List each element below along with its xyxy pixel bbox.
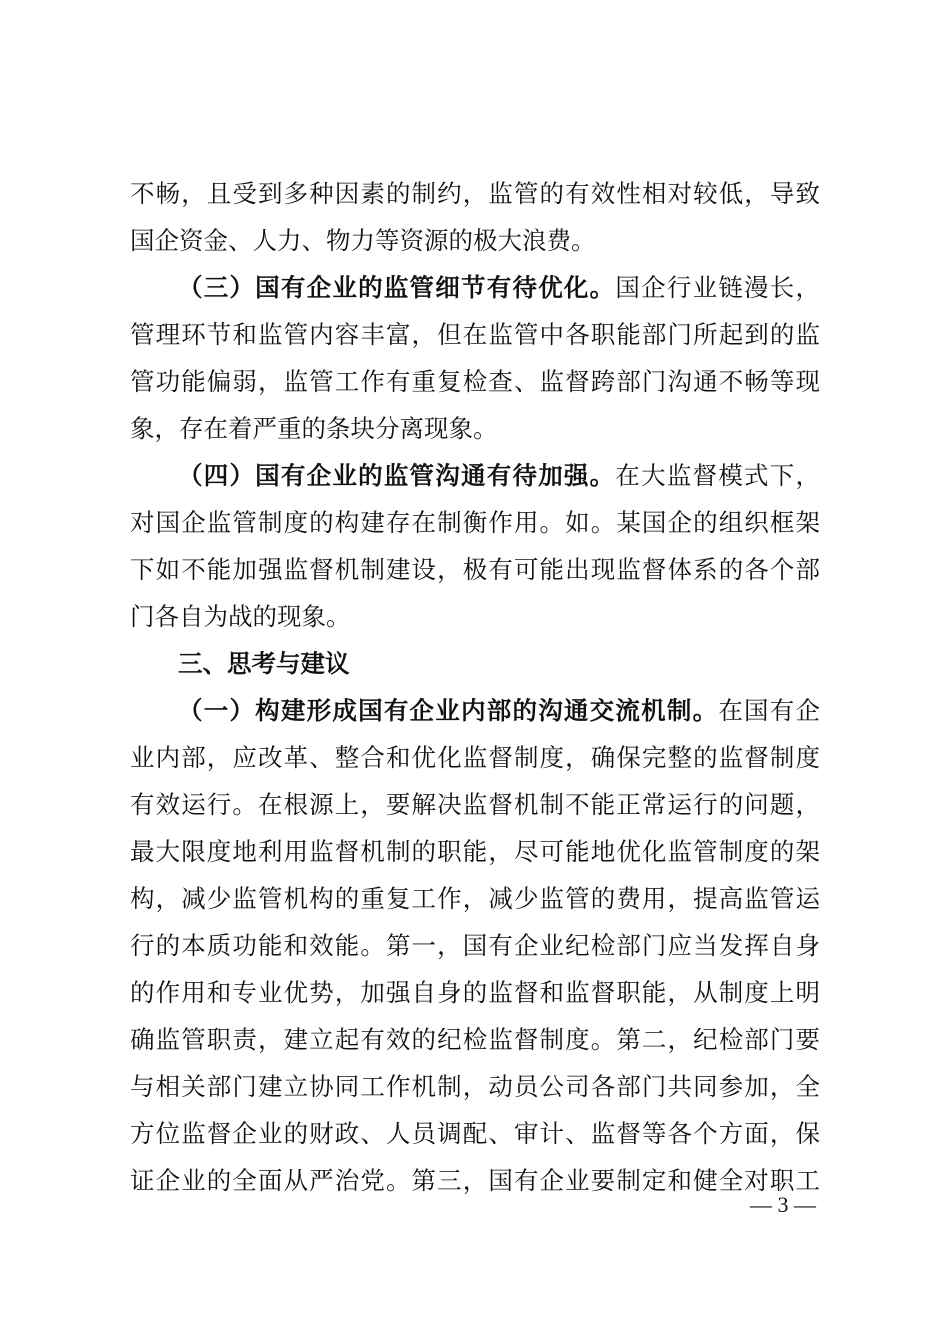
body-text-line: 最大限度地利用监督机制的职能，尽可能地优化监管制度的架 <box>130 837 820 866</box>
body-text-line: 证企业的全面从严治党。第三，国有企业要制定和健全对职工 <box>130 1166 820 1195</box>
body-text-line: 业内部，应改革、整合和优化监督制度，确保完整的监督制度 <box>130 743 820 772</box>
body-text-line: 下如不能加强监督机制建设，极有可能出现监督体系的各个部 <box>130 555 820 584</box>
body-text-line: 国企资金、人力、物力等资源的极大浪费。 <box>130 226 596 255</box>
subsection-heading: （四）国有企业的监管沟通有待加强。 <box>178 461 616 490</box>
subsection-lead-line <box>178 454 820 498</box>
body-text-run: 国企行业链漫长， <box>615 273 821 302</box>
body-text-run: 在国有企 <box>718 696 820 725</box>
body-text-line: 象，存在着严重的条块分离现象。 <box>130 414 498 443</box>
body-text-line: 确监管职责，建立起有效的纪检监督制度。第二，纪检部门要 <box>130 1025 820 1054</box>
section-heading: 三、思考与建议 <box>178 649 350 678</box>
body-text-line: 管理环节和监管内容丰富，但在监管中各职能部门所起到的监 <box>130 320 820 349</box>
body-text-run: 在大监督模式下， <box>615 461 821 490</box>
body-text-line: 的作用和专业优势，加强自身的监督和监督职能，从制度上明 <box>130 978 820 1007</box>
body-text-line: 门各自为战的现象。 <box>130 602 351 631</box>
body-text-line: 与相关部门建立协同工作机制，动员公司各部门共同参加，全 <box>130 1072 820 1101</box>
subsection-heading: （一）构建形成国有企业内部的沟通交流机制。 <box>178 696 719 725</box>
page-number: — 3 — <box>750 1192 816 1217</box>
body-text-line: 对国企监管制度的构建存在制衡作用。如。某国企的组织框架 <box>130 508 820 537</box>
body-text-line: 方位监督企业的财政、人员调配、审计、监督等各个方面，保 <box>130 1119 820 1148</box>
body-text-line: 行的本质功能和效能。第一，国有企业纪检部门应当发挥自身 <box>130 931 820 960</box>
subsection-lead-line <box>178 689 820 733</box>
subsection-heading: （三）国有企业的监管细节有待优化。 <box>178 273 616 302</box>
body-text-line: 不畅，且受到多种因素的制约，监管的有效性相对较低，导致 <box>130 179 820 208</box>
body-text-line: 构，减少监管机构的重复工作，减少监管的费用，提高监管运 <box>130 884 820 913</box>
body-text-line: 管功能偏弱，监管工作有重复检查、监督跨部门沟通不畅等现 <box>130 367 820 396</box>
body-text-line: 有效运行。在根源上，要解决监督机制不能正常运行的问题， <box>130 790 820 819</box>
subsection-lead-line <box>178 266 820 310</box>
